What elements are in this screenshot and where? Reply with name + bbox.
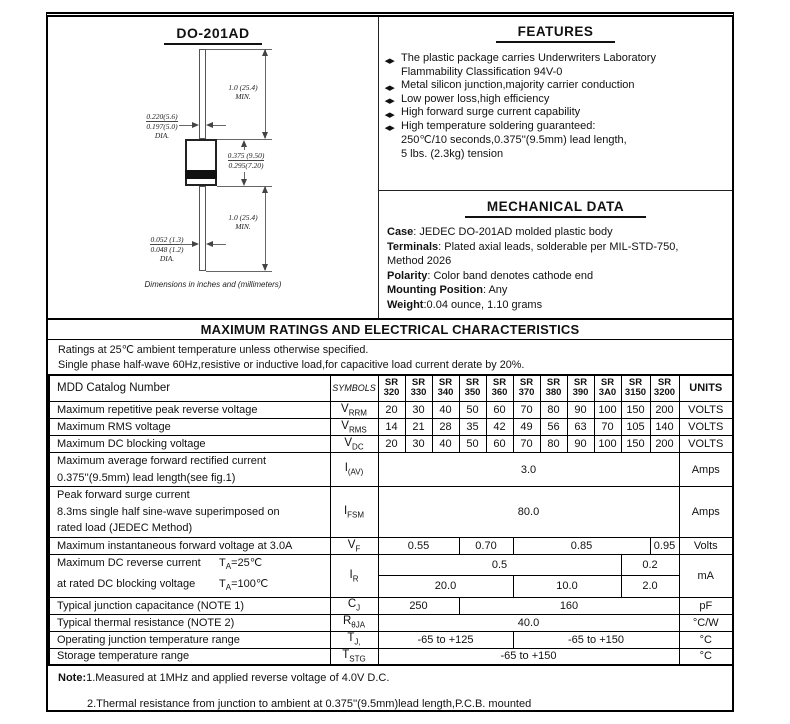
value-cell: 105 [621,419,650,436]
symbol-cell: $T_{J,}$ [330,631,378,648]
param-cell: Maximum instantaneous forward voltage at 3.0A [49,538,330,555]
table-row-iav [49,453,733,487]
features-list [384,52,724,161]
ref-line [206,271,272,272]
part-header-cell: SR 370 [513,375,540,402]
value-cell: 100 [594,402,621,419]
param-cell: Typical junction capacitance (NOTE 1) [49,597,330,614]
mechanical-data-section [379,191,732,318]
value-cell: 35 [459,419,486,436]
ratings-conditions [48,340,732,374]
value-cell: 28 [432,419,459,436]
value-cell: 90 [567,402,594,419]
param-cell: Maximum DC blocking voltage [49,436,330,453]
value-cell: 50 [459,436,486,453]
value-cell: 80 [540,402,567,419]
value-cell: 160 [459,597,679,614]
mechanical-data-list [387,225,724,312]
arrow-left-icon [206,122,213,128]
table-row-vf [49,538,733,555]
param-cell: Operating junction temperature range [49,631,330,648]
symbol-cell: $V_{RMS}$ [330,419,378,436]
units-cell: VOLTS [679,419,733,436]
value-cell: 80 [540,436,567,453]
value-cell: 140 [650,419,679,436]
value-cell: 49 [513,419,540,436]
value-cell: 20.0 [378,576,513,597]
units-header-cell: UNITS [679,375,733,402]
param-cell: Maximum average forward rectified current 0.375''(9.5mm) lead length(see fig.1) [49,453,330,487]
value-cell: 0.85 [513,538,650,555]
value-cell: 40 [432,402,459,419]
mech-line: Polarity: Color band denotes cathode end [387,269,594,282]
value-cell: 70 [594,419,621,436]
package-drawing-panel [48,17,379,318]
value-cell: 10.0 [513,576,621,597]
feature-item: ◆ High forward surge current capability [387,106,724,120]
package-title: DO-201AD [164,25,261,45]
top-section [48,17,732,318]
value-cell: 60 [486,402,513,419]
dim-label-body: 0.375 (9.50) 0.295(7.20) [227,151,265,170]
ratings-table [48,374,734,666]
ratings-note-1: Ratings at 25℃ ambient temperature unless otherwise specified. [58,343,369,356]
value-cell: 40 [432,436,459,453]
value-cell: -65 to +125 [378,631,513,648]
units-cell: Amps [679,453,733,487]
ratings-banner [48,318,732,339]
table-row-tj [49,631,733,648]
datasheet-page [46,12,734,712]
condition-ta100: $T_A=100℃$ [219,577,269,593]
table-header-row [49,375,733,402]
part-header-cell: SR 360 [486,375,513,402]
symbol-cell: $C_J$ [330,597,378,614]
table-row-vrrm [49,402,733,419]
value-cell: 0.55 [378,538,459,555]
arrow-right-icon [192,122,199,128]
value-cell: 20 [378,402,405,419]
arrow-right-icon [192,241,199,247]
symbol-cell: $I_{FSM}$ [330,487,378,538]
arrow-down-icon [262,132,268,139]
table-row-ir-1 [49,555,733,576]
part-header-cell: SR 3150 [621,375,650,402]
arrow-down-icon [262,264,268,271]
arrow-down-icon [241,179,247,186]
part-header-cell: SR 330 [405,375,432,402]
value-cell: 0.5 [378,555,621,576]
value-cell: 70 [513,436,540,453]
value-cell: 14 [378,419,405,436]
table-row-rthja [49,614,733,631]
value-cell: 80.0 [378,487,679,538]
dim-label-bottom-lead: 1.0 (25.4) MIN. [228,213,258,231]
mech-line: Terminals: Plated axial leads, solderable per MIL-STD-750, [387,240,679,253]
ratings-note-2: Single phase half-wave 60Hz,resistive or inductive load,for capacitive load current derate by 20%. [58,358,525,371]
right-panel [379,17,732,318]
param-cell: Peak forward surge current 8.3ms single half sine-wave superimposed on rated load (JEDEC Method) [49,487,330,538]
symbol-cell: $T_{STG}$ [330,648,378,665]
value-cell: 56 [540,419,567,436]
param-cell: Maximum DC reverse current $T_A=25℃$ at rated DC blocking voltage $T_A=100℃$ [49,555,330,597]
footnote-2: 2.Thermal resistance from junction to ambient at 0.375''(9.5mm)lead length,P.C.B. mounted [87,698,532,711]
value-cell: 70 [513,402,540,419]
arrow-left-icon [206,241,213,247]
value-cell: 3.0 [378,453,679,487]
mech-line: Case: JEDEC DO-201AD molded plastic body [387,226,613,238]
feature-item-cont: 5 lbs. (2.3kg) tension [401,147,504,160]
symbol-cell: $R_{\theta JA}$ [330,614,378,631]
value-cell: 40.0 [378,614,679,631]
feature-item-cont: Flammability Classification 94V-0 [401,65,563,78]
footnotes [48,666,732,710]
part-header-cell: SR 340 [432,375,459,402]
param-cell: Maximum RMS voltage [49,419,330,436]
feature-item-cont: 250℃/10 seconds,0.375''(9.5mm) lead length, [401,134,627,146]
arrow-up-icon [262,49,268,56]
symbol-cell: $V_{RRM}$ [330,402,378,419]
diode-top-lead [199,49,206,139]
table-row-ifsm [49,487,733,538]
value-cell: 42 [486,419,513,436]
value-cell: 250 [378,597,459,614]
part-header-cell: SR 390 [567,375,594,402]
footnote-1: Note:1.Measured at 1MHz and applied reverse voltage of 4.0V D.C. [58,672,390,685]
value-cell: 50 [459,402,486,419]
feature-item: ◆ Low power loss,high efficiency [387,93,724,107]
feature-item: ◆ High temperature soldering guaranteed: [387,120,724,134]
dimension-line [244,146,245,150]
table-row-tstg [49,648,733,665]
arrow-tail [213,125,226,126]
table-row-cj [49,597,733,614]
units-cell: VOLTS [679,402,733,419]
diamond-bullet-icon: ◆ [384,84,395,92]
value-cell: 150 [621,402,650,419]
dim-label-top-lead: 1.0 (25.4) MIN. [228,83,258,101]
value-cell: 21 [405,419,432,436]
arrow-tail [213,244,226,245]
part-header-cell: SR 350 [459,375,486,402]
value-cell: 63 [567,419,594,436]
value-cell: 200 [650,436,679,453]
condition-ta25: $T_A=25℃$ [219,557,263,572]
symbol-cell: $V_F$ [330,538,378,555]
part-header-cell: SR 320 [378,375,405,402]
features-title: FEATURES [496,24,616,43]
part-header-cell: SR 3200 [650,375,679,402]
value-cell: -65 to +150 [378,648,679,665]
value-cell: 20 [378,436,405,453]
diamond-bullet-icon: ◆ [384,57,395,65]
part-header-cell: SR 380 [540,375,567,402]
dim-label-bottom-dia: 0.052 (1.3) 0.048 (1.2) DIA. [150,235,184,263]
dimension-line [265,50,266,138]
diamond-bullet-icon: ◆ [384,125,395,132]
units-cell: °C [679,631,733,648]
diamond-bullet-icon: ◆ [384,98,395,105]
arrow-up-icon [262,186,268,193]
symbol-cell: $I_{(AV)}$ [330,453,378,487]
param-cell: Storage temperature range [49,648,330,665]
value-cell: 0.2 [621,555,679,576]
arrow-tail [179,125,192,126]
cathode-band [185,170,217,179]
value-cell: -65 to +150 [513,631,679,648]
units-cell: Volts [679,538,733,555]
units-cell: mA [679,555,733,597]
units-cell: Amps [679,487,733,538]
units-cell: °C/W [679,614,733,631]
table-row-vdc [49,436,733,453]
dimension-line [265,187,266,270]
feature-item: ◆ Metal silicon junction,majority carrier conduction [387,79,724,93]
symbols-header-cell: SYMBOLS [330,375,378,402]
value-cell: 0.95 [650,538,679,555]
value-cell: 90 [567,436,594,453]
value-cell: 100 [594,436,621,453]
package-title-wrap [48,25,378,45]
symbol-cell: $I_R$ [330,555,378,597]
diode-bottom-lead [199,186,206,271]
catalog-header-cell: MDD Catalog Number [49,375,330,402]
symbol-cell: $V_{DC}$ [330,436,378,453]
mech-line: Method 2026 [387,255,452,267]
drawing-caption: Dimensions in inches and (millimeters) [144,280,282,289]
param-cell: Typical thermal resistance (NOTE 2) [49,614,330,631]
value-cell: 2.0 [621,576,679,597]
value-cell: 30 [405,436,432,453]
dim-label-top-dia: 0.220(5.6) 0.197(5.0) DIA. [146,112,178,140]
arrow-tail [179,244,192,245]
ratings-title: MAXIMUM RATINGS AND ELECTRICAL CHARACTERISTICS [200,321,580,337]
units-cell: pF [679,597,733,614]
value-cell: 30 [405,402,432,419]
units-cell: °C [679,648,733,665]
mech-line: Weight:0.04 ounce, 1.10 grams [387,298,543,311]
part-header-cell: SR 3A0 [594,375,621,402]
table-row-vrms [49,419,733,436]
value-cell: 0.70 [459,538,513,555]
param-cell: Maximum repetitive peak reverse voltage [49,402,330,419]
units-cell: VOLTS [679,436,733,453]
mechanical-data-title: MECHANICAL DATA [465,199,646,218]
value-cell: 150 [621,436,650,453]
value-cell: 60 [486,436,513,453]
features-section [379,17,732,191]
diamond-bullet-icon: ◆ [384,111,395,119]
value-cell: 200 [650,402,679,419]
mech-line: Mounting Position: Any [387,284,508,296]
feature-item: ◆ The plastic package carries Underwriters Laboratory [387,52,724,66]
